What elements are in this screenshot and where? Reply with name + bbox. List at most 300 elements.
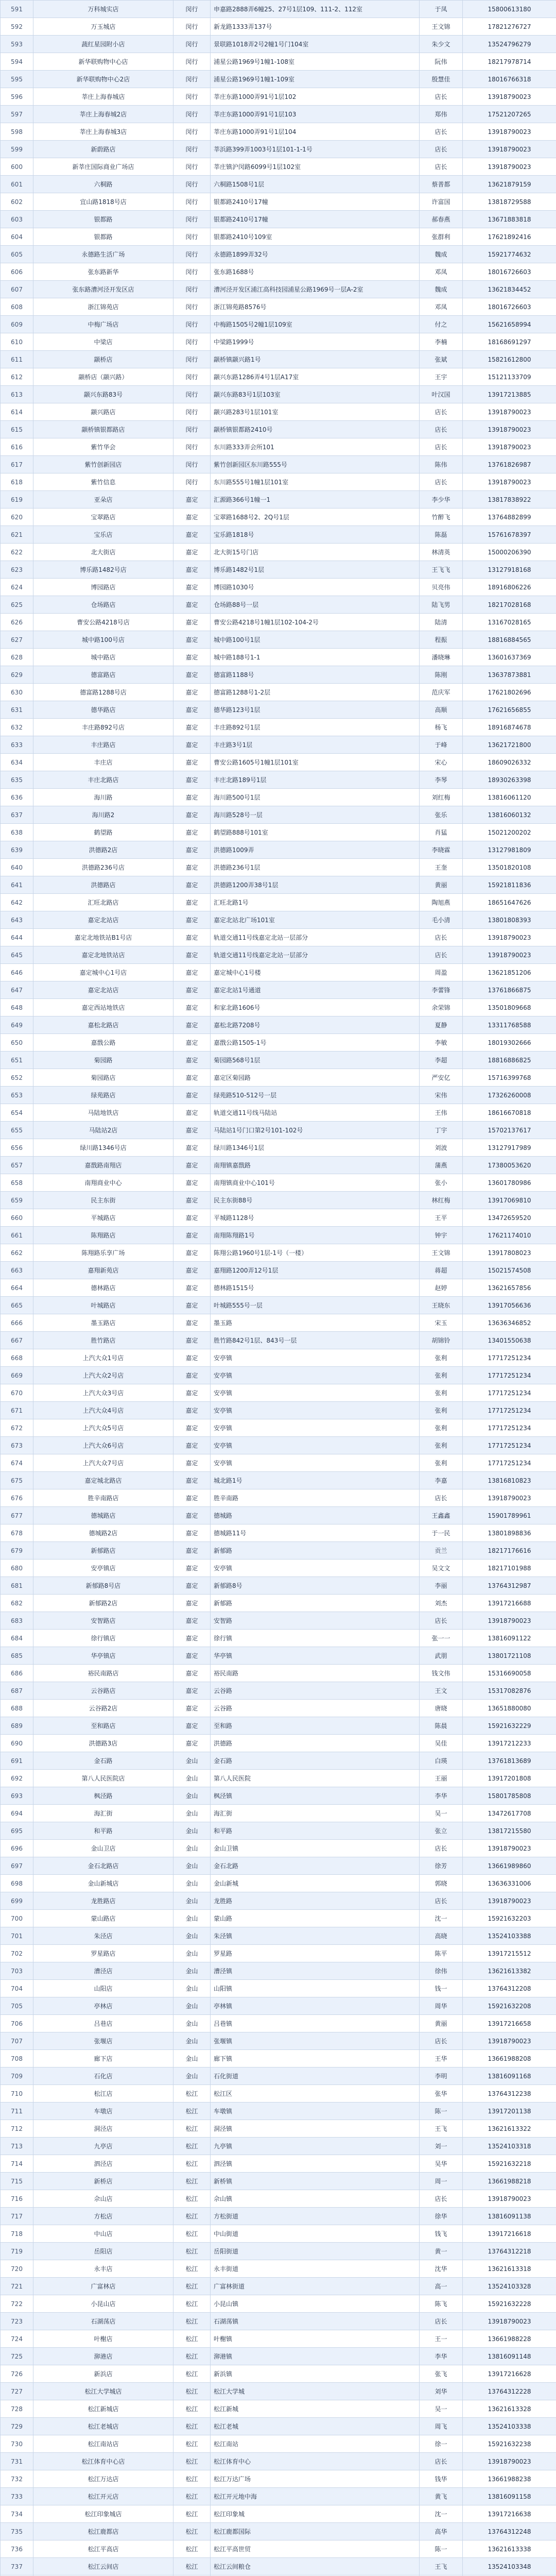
store-address: 中梅路1505号2幢1层109室 (211, 316, 420, 333)
district: 嘉定 (173, 946, 211, 964)
district: 嘉定 (173, 631, 211, 649)
row-number: 707 (1, 2032, 33, 2050)
table-row (1, 491, 556, 509)
manager-name: 赵婷 (420, 1279, 463, 1297)
store-name: 徐行镇店 (33, 1630, 173, 1647)
store-address: 枫泾镇 (211, 1787, 420, 1805)
row-number: 651 (1, 1052, 33, 1069)
store-name: 洪德路2店 (33, 841, 173, 859)
store-address: 岳阳街道 (211, 2243, 420, 2260)
table-row (1, 1244, 556, 1262)
manager-name: 刘波 (420, 1139, 463, 1157)
row-number: 722 (1, 2295, 33, 2313)
district: 松江 (173, 2453, 211, 2470)
store-name: 鹤望路 (33, 824, 173, 841)
district: 松江 (173, 2488, 211, 2505)
store-address: 九亭镇 (211, 2138, 420, 2155)
store-name: 曹安公路4218号店 (33, 614, 173, 631)
store-address: 廊下镇 (211, 2050, 420, 2067)
manager-name: 范庆军 (420, 684, 463, 701)
manager-name: 王华 (420, 2050, 463, 2067)
district: 嘉定 (173, 561, 211, 579)
table-row (1, 1700, 556, 1717)
table-row (1, 141, 556, 158)
store-name: 莘庄上海春城2店 (33, 106, 173, 123)
row-number: 599 (1, 141, 33, 158)
row-number: 644 (1, 929, 33, 946)
row-number: 655 (1, 1122, 33, 1139)
row-number: 668 (1, 1349, 33, 1367)
store-table-body (1, 1, 556, 2576)
row-number: 705 (1, 1997, 33, 2015)
store-name: 车墩店 (33, 2103, 173, 2120)
district: 嘉定 (173, 1367, 211, 1384)
row-number: 605 (1, 246, 33, 263)
manager-name: 钱文伟 (420, 1665, 463, 1682)
table-row (1, 2032, 556, 2050)
district: 嘉定 (173, 789, 211, 806)
district: 嘉定 (173, 1052, 211, 1069)
table-row (1, 36, 556, 53)
manager-name: 陈一 (420, 2540, 463, 2558)
manager-name: 张群利 (420, 228, 463, 246)
phone-number: 13764312208 (463, 1980, 556, 1997)
row-number: 735 (1, 2523, 33, 2540)
phone-number: 13918790023 (463, 2032, 556, 2050)
store-address: 莘庄东路1000弄91号1层104 (211, 123, 420, 141)
store-address: 德城路11号 (211, 1524, 420, 1542)
phone-number: 13127918168 (463, 561, 556, 579)
table-row (1, 88, 556, 106)
row-number: 657 (1, 1157, 33, 1174)
manager-name: 李琴 (420, 771, 463, 789)
phone-number: 17717251234 (463, 1454, 556, 1472)
store-address: 申嘉路2888弄6幢25、27号1层109、111-2、112室 (211, 1, 420, 18)
manager-name: 李敏 (420, 1034, 463, 1052)
manager-name: 王文 (420, 1682, 463, 1700)
store-address: 平城路1128号 (211, 1209, 420, 1227)
table-row (1, 2488, 556, 2505)
phone-number: 13167028165 (463, 614, 556, 631)
manager-name: 店长 (420, 141, 463, 158)
table-row (1, 1927, 556, 1945)
store-name: 新蔚路店 (33, 141, 173, 158)
row-number: 630 (1, 684, 33, 701)
manager-name: 陶旭燕 (420, 894, 463, 911)
table-row (1, 421, 556, 438)
table-row (1, 1139, 556, 1157)
manager-name: 李嘉 (420, 1472, 463, 1489)
store-address: 松江区 (211, 2085, 420, 2103)
district: 松江 (173, 2173, 211, 2190)
row-number: 711 (1, 2103, 33, 2120)
phone-number: 13917216628 (463, 2365, 556, 2383)
table-row (1, 894, 556, 911)
store-name: 嘉定北站店 (33, 911, 173, 929)
manager-name: 李丽 (420, 1577, 463, 1595)
row-number: 721 (1, 2278, 33, 2295)
table-row (1, 1104, 556, 1122)
row-number: 698 (1, 1875, 33, 1892)
manager-name: 陆清 (420, 614, 463, 631)
district: 嘉定 (173, 1647, 211, 1665)
manager-name: 店长 (420, 473, 463, 491)
phone-number: 17717251234 (463, 1349, 556, 1367)
manager-name: 李明 (420, 2067, 463, 2085)
phone-number: 17621656855 (463, 701, 556, 719)
store-address: 银都路2410号17幢 (211, 193, 420, 211)
phone-number: 18217101988 (463, 1560, 556, 1577)
row-number: 659 (1, 1192, 33, 1209)
table-row (1, 1892, 556, 1910)
phone-number: 15921774632 (463, 246, 556, 263)
phone-number: 18016766318 (463, 71, 556, 88)
table-row (1, 999, 556, 1016)
table-row (1, 2470, 556, 2488)
table-row (1, 386, 556, 403)
table-row (1, 736, 556, 754)
manager-name: 贝亮伟 (420, 579, 463, 596)
row-number: 606 (1, 263, 33, 281)
row-number: 597 (1, 106, 33, 123)
row-number: 612 (1, 368, 33, 386)
store-name: 枫泾路 (33, 1787, 173, 1805)
store-name: 裕民南路店 (33, 1665, 173, 1682)
row-number: 648 (1, 999, 33, 1016)
store-name: 洪德路店 (33, 876, 173, 894)
district: 松江 (173, 2260, 211, 2278)
phone-number: 13621657856 (463, 1279, 556, 1297)
manager-name: 店长 (420, 2032, 463, 2050)
phone-number: 13918790023 (463, 2313, 556, 2330)
phone-number: 15121133709 (463, 368, 556, 386)
row-number: 737 (1, 2558, 33, 2575)
manager-name: 阮伟 (420, 53, 463, 71)
table-row (1, 929, 556, 946)
district: 嘉定 (173, 1332, 211, 1349)
district: 松江 (173, 2470, 211, 2488)
district: 松江 (173, 2558, 211, 2575)
store-name: 山阳店 (33, 1980, 173, 1997)
district: 嘉定 (173, 1489, 211, 1507)
row-number: 676 (1, 1489, 33, 1507)
manager-name: 白瑛 (420, 1752, 463, 1770)
store-name: 松江鹿都店 (33, 2523, 173, 2540)
manager-name: 店长 (420, 2453, 463, 2470)
table-row (1, 351, 556, 368)
store-address: 德城路 (211, 1507, 420, 1524)
table-row (1, 1472, 556, 1489)
phone-number: 13524103348 (463, 2558, 556, 2575)
manager-name: 李晓霖 (420, 841, 463, 859)
table-row (1, 2050, 556, 2067)
store-address: 永丰街道 (211, 2260, 420, 2278)
row-number: 694 (1, 1805, 33, 1822)
phone-number: 18217978714 (463, 53, 556, 71)
store-name: 海汇街 (33, 1805, 173, 1822)
store-name: 菊园路 (33, 1052, 173, 1069)
table-row (1, 193, 556, 211)
store-name: 绿川路1346号店 (33, 1139, 173, 1157)
district: 金山 (173, 1945, 211, 1962)
district: 金山 (173, 1910, 211, 1927)
store-name: 安智路店 (33, 1612, 173, 1630)
manager-name: 唐晓 (420, 1700, 463, 1717)
row-number: 618 (1, 473, 33, 491)
store-address: 石湖荡镇 (211, 2313, 420, 2330)
store-name: 丰庄路店 (33, 736, 173, 754)
phone-number: 13918790023 (463, 1612, 556, 1630)
manager-name: 李少华 (420, 491, 463, 509)
row-number: 685 (1, 1647, 33, 1665)
manager-name: 店长 (420, 158, 463, 176)
table-row (1, 2225, 556, 2243)
row-number: 601 (1, 176, 33, 193)
table-row (1, 666, 556, 684)
table-row (1, 1735, 556, 1752)
phone-number: 13816091168 (463, 2067, 556, 2085)
manager-name: 张利 (420, 1349, 463, 1367)
manager-name: 钟宇 (420, 1227, 463, 1244)
manager-name: 朱少文 (420, 36, 463, 53)
row-number: 691 (1, 1752, 33, 1770)
manager-name: 周一 (420, 2173, 463, 2190)
manager-name: 王鑫鑫 (420, 1507, 463, 1524)
manager-name: 店长 (420, 929, 463, 946)
table-row (1, 1262, 556, 1279)
store-address: 银都路2410号17幢 (211, 211, 420, 228)
row-number: 692 (1, 1770, 33, 1787)
store-address: 南翔陈翔路1号 (211, 1227, 420, 1244)
row-number: 666 (1, 1314, 33, 1332)
store-name: 小昆山店 (33, 2295, 173, 2313)
store-name: 嘉定城中心1号店 (33, 964, 173, 981)
store-address: 德华路123号1层 (211, 701, 420, 719)
store-address: 新浜镇 (211, 2365, 420, 2383)
phone-number: 13127981809 (463, 841, 556, 859)
district: 嘉定 (173, 824, 211, 841)
phone-number: 13621613338 (463, 2540, 556, 2558)
manager-name: 张利 (420, 1402, 463, 1419)
row-number: 677 (1, 1507, 33, 1524)
district: 嘉定 (173, 1314, 211, 1332)
table-row (1, 1384, 556, 1402)
phone-number: 13918790023 (463, 123, 556, 141)
store-address: 金石北路 (211, 1857, 420, 1875)
row-number: 697 (1, 1857, 33, 1875)
row-number: 624 (1, 579, 33, 596)
district: 嘉定 (173, 1437, 211, 1454)
store-address: 德富路1288号1-2层 (211, 684, 420, 701)
district: 嘉定 (173, 596, 211, 614)
row-number: 641 (1, 876, 33, 894)
manager-name: 张华 (420, 2085, 463, 2103)
phone-number: 15317082876 (463, 1682, 556, 1700)
district: 嘉定 (173, 1665, 211, 1682)
store-name: 华亭镇店 (33, 1647, 173, 1665)
manager-name: 王晓东 (420, 1297, 463, 1314)
store-name: 方松店 (33, 2208, 173, 2225)
store-name: 嘉定北站店 (33, 981, 173, 999)
store-name: 嘉定北地铁站店 (33, 946, 173, 964)
district: 嘉定 (173, 1630, 211, 1647)
district: 金山 (173, 1840, 211, 1857)
store-name: 上汽大众3号店 (33, 1384, 173, 1402)
phone-number: 17717251234 (463, 1384, 556, 1402)
store-address: 永德路1899弄32号 (211, 246, 420, 263)
district: 闵行 (173, 176, 211, 193)
district: 松江 (173, 2120, 211, 2138)
district: 金山 (173, 1857, 211, 1875)
row-number: 706 (1, 2015, 33, 2032)
store-name: 紫竹信息 (33, 473, 173, 491)
district: 松江 (173, 2540, 211, 2558)
manager-name: 吴华 (420, 2155, 463, 2173)
manager-name: 李楠 (420, 333, 463, 351)
table-row (1, 246, 556, 263)
district: 金山 (173, 2050, 211, 2067)
store-name: 马陆站2店 (33, 1122, 173, 1139)
table-row (1, 2365, 556, 2383)
manager-name: 陈平 (420, 1945, 463, 1962)
district: 嘉定 (173, 1542, 211, 1560)
store-name: 佘山店 (33, 2190, 173, 2208)
table-row (1, 1227, 556, 1244)
table-row (1, 806, 556, 824)
row-number: 625 (1, 596, 33, 614)
table-row (1, 1682, 556, 1700)
district: 松江 (173, 2348, 211, 2365)
manager-name: 吴一 (420, 1805, 463, 1822)
row-number: 700 (1, 1910, 33, 1927)
row-number: 594 (1, 53, 33, 71)
table-row (1, 333, 556, 351)
district: 金山 (173, 2032, 211, 2050)
store-address: 松江云间粮仓 (211, 2558, 420, 2575)
store-address: 汇源路366号1幢一1 (211, 491, 420, 509)
phone-number: 13918790023 (463, 2453, 556, 2470)
district: 嘉定 (173, 526, 211, 544)
district: 闵行 (173, 158, 211, 176)
store-name: 德林路店 (33, 1279, 173, 1297)
district: 闵行 (173, 211, 211, 228)
manager-name: 沈华 (420, 2260, 463, 2278)
store-name: 陈翔路店 (33, 1227, 173, 1244)
store-address: 安亭镇 (211, 1437, 420, 1454)
store-name: 上汽大众6号店 (33, 1437, 173, 1454)
store-address: 轨道交通11号线马陆站 (211, 1104, 420, 1122)
district: 嘉定 (173, 1139, 211, 1157)
store-name: 银都路 (33, 228, 173, 246)
district: 闵行 (173, 71, 211, 88)
store-address: 松江大学城 (211, 2383, 420, 2400)
manager-name: 付之 (420, 316, 463, 333)
store-address: 轨道交通11号线嘉定北站一层部分 (211, 946, 420, 964)
store-address: 景联路1018弄2号2幢1号门104室 (211, 36, 420, 53)
table-row (1, 2418, 556, 2435)
store-name: 宝乐店 (33, 526, 173, 544)
row-number: 683 (1, 1612, 33, 1630)
row-number: 680 (1, 1560, 33, 1577)
phone-number: 15021200202 (463, 824, 556, 841)
row-number: 643 (1, 911, 33, 929)
district: 嘉定 (173, 911, 211, 929)
phone-number: 13817215580 (463, 1822, 556, 1840)
phone-number: 13621613318 (463, 2260, 556, 2278)
store-address: 泖港镇 (211, 2348, 420, 2365)
store-name: 永丰店 (33, 2260, 173, 2278)
district: 嘉定 (173, 1454, 211, 1472)
phone-number: 13601637369 (463, 649, 556, 666)
district: 闵行 (173, 368, 211, 386)
table-row (1, 754, 556, 771)
row-number: 649 (1, 1016, 33, 1034)
table-row (1, 1314, 556, 1332)
phone-number: 13816810823 (463, 1472, 556, 1489)
phone-number: 13917213885 (463, 386, 556, 403)
row-number: 636 (1, 789, 33, 806)
phone-number: 18168691297 (463, 333, 556, 351)
district: 闵行 (173, 421, 211, 438)
district: 松江 (173, 2085, 211, 2103)
phone-number: 13818729588 (463, 193, 556, 211)
district: 金山 (173, 1875, 211, 1892)
table-row (1, 1717, 556, 1735)
store-address: 墨玉路 (211, 1314, 420, 1332)
phone-number: 13816061120 (463, 789, 556, 806)
row-number: 682 (1, 1595, 33, 1612)
row-number: 637 (1, 806, 33, 824)
row-number: 726 (1, 2365, 33, 2383)
table-row (1, 1647, 556, 1665)
store-name: 第八人民医院店 (33, 1770, 173, 1787)
store-address: 海川路500号1层 (211, 789, 420, 806)
district: 嘉定 (173, 649, 211, 666)
store-name: 紫竹华会 (33, 438, 173, 456)
manager-name: 黄丽 (420, 2015, 463, 2032)
phone-number: 18609026332 (463, 754, 556, 771)
manager-name: 于一民 (420, 1524, 463, 1542)
district: 松江 (173, 2278, 211, 2295)
store-name: 松江云间店 (33, 2558, 173, 2575)
table-row (1, 1507, 556, 1524)
manager-name: 毛小清 (420, 911, 463, 929)
manager-name: 陈飞 (420, 2295, 463, 2313)
phone-number: 17621892416 (463, 228, 556, 246)
district: 闵行 (173, 298, 211, 316)
store-name: 泗泾店 (33, 2155, 173, 2173)
manager-name: 店长 (420, 438, 463, 456)
table-row (1, 263, 556, 281)
manager-name: 沈一 (420, 1910, 463, 1927)
table-row (1, 298, 556, 316)
phone-number: 13637873881 (463, 666, 556, 684)
store-name: 颛兴路店 (33, 403, 173, 421)
phone-number: 15801785808 (463, 1787, 556, 1805)
manager-name: 张利 (420, 1419, 463, 1437)
table-row (1, 2330, 556, 2348)
store-address: 安亭镇 (211, 1402, 420, 1419)
row-number: 596 (1, 88, 33, 106)
district: 闵行 (173, 53, 211, 71)
district: 嘉定 (173, 1279, 211, 1297)
row-number: 699 (1, 1892, 33, 1910)
row-number: 613 (1, 386, 33, 403)
district: 嘉定 (173, 1104, 211, 1122)
table-row (1, 1997, 556, 2015)
table-row (1, 789, 556, 806)
phone-number: 15800613180 (463, 1, 556, 18)
